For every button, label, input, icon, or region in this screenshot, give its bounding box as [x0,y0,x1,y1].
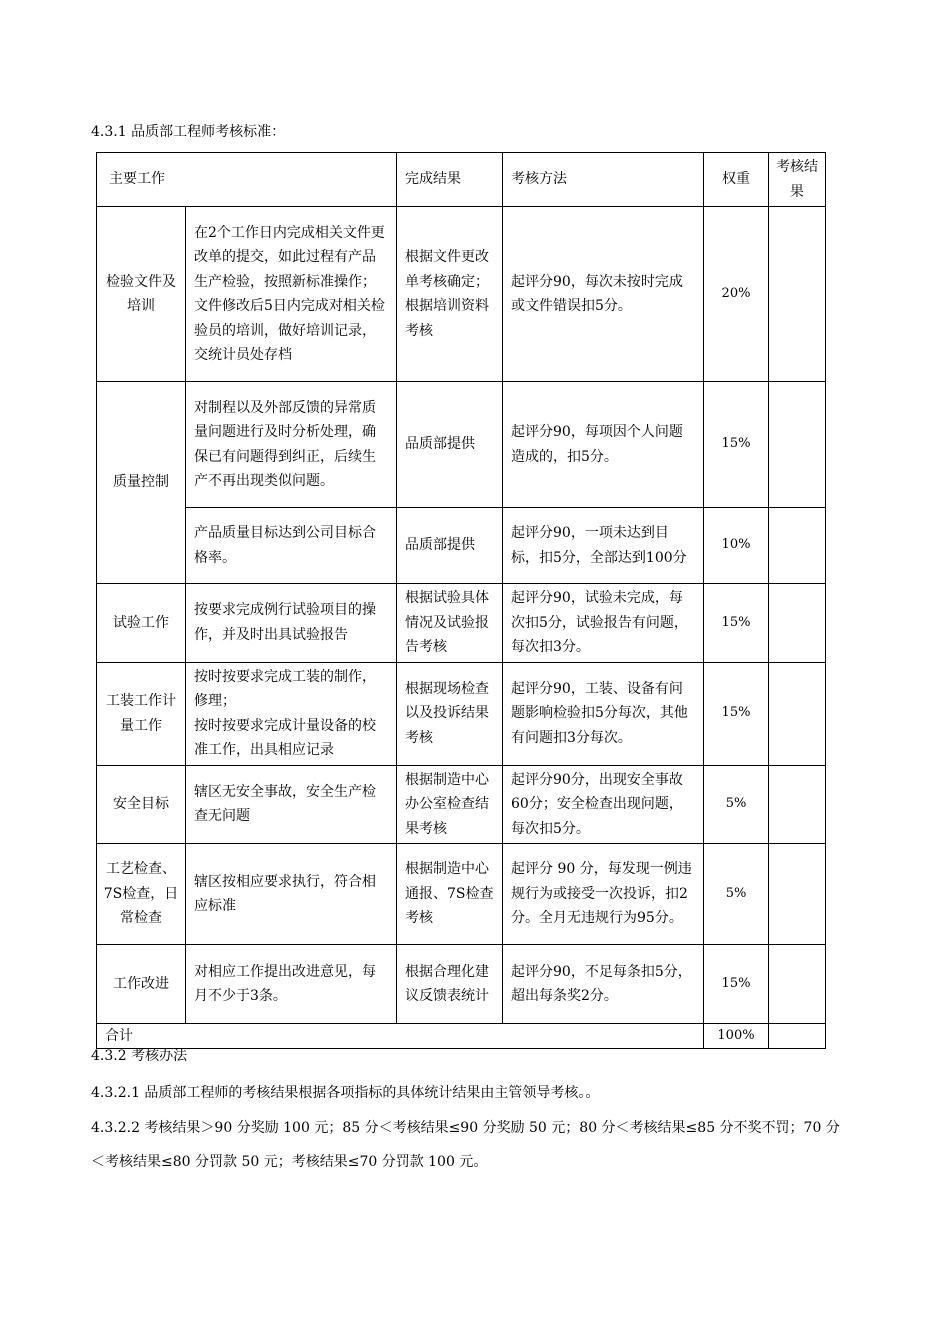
row-category: 工艺检查、7S检查，日常检查 [97,844,186,945]
header-assessment: 考核结果 [769,153,826,207]
rule-2: 4.3.2.2 考核结果＞90 分奖励 100 元；85 分＜考核结果≤90 分奖励 50 元；80 分＜考核结果≤85 分不奖不罚；70 分＜考核结果≤80 分罚款 50 元；考核结果≤70 分罚款 100 元。 [91,1120,840,1170]
row-result: 根据试验具体情况及试验报告考核 [397,584,503,663]
row-result: 根据现场检查以及投诉结果考核 [397,662,503,765]
assessment-standard-table [96,152,826,1049]
row-assessment [769,662,826,765]
row-result: 根据合理化建议反馈表统计 [397,945,503,1024]
row-result: 根据制造中心通报、7S检查考核 [397,844,503,945]
row-weight: 15% [704,945,769,1024]
row-method: 起评分 90 分，每发现一例违规行为或接受一次投诉，扣2分。全月无违规行为95分。 [503,844,704,945]
row-assessment [769,765,826,844]
row-method: 起评分90，试验未完成，每次扣5分，试验报告有问题，每次扣3分。 [503,584,704,663]
row-weight: 15% [704,584,769,663]
table-row [97,945,826,1024]
row-content: 辖区无安全事故，安全生产检查无问题 [186,765,397,844]
table-row [97,662,826,765]
row-category: 试验工作 [97,584,186,663]
row-weight: 15% [704,382,769,508]
table-row [97,584,826,663]
row-weight: 20% [704,207,769,382]
row-content: 对制程以及外部反馈的异常质量问题进行及时分析处理，确保已有问题得到纠正，后续生产不再出现类似问题。 [186,382,397,508]
table-row [97,844,826,945]
section-title: 4.3.1 品质部工程师考核标准： [91,124,286,140]
row-assessment [769,207,826,382]
row-result: 品质部提供 [397,508,503,584]
header-result: 完成结果 [397,153,503,207]
table-total-row [97,1024,826,1049]
total-assessment [769,1024,826,1049]
table-row [97,765,826,844]
row-assessment [769,382,826,508]
row-result: 根据文件更改单考核确定； 根据培训资料考核 [397,207,503,382]
row-assessment [769,508,826,584]
table-row [97,382,826,508]
row-content: 按要求完成例行试验项目的操作，并及时出具试验报告 [186,584,397,663]
row-assessment [769,945,826,1024]
row-content: 辖区按相应要求执行，符合相应标准 [186,844,397,945]
row-result: 品质部提供 [397,382,503,508]
header-main-work: 主要工作 [97,153,397,207]
row-category: 安全目标 [97,765,186,844]
header-weight: 权重 [704,153,769,207]
row-method: 起评分90，每项因个人问题造成的，扣5分。 [503,382,704,508]
row-weight: 10% [704,508,769,584]
row-method: 起评分90，不足每条扣5分，超出每条奖2分。 [503,945,704,1024]
table-row [97,207,826,382]
table-header-row [97,153,826,207]
row-method: 起评分90，每次未按时完成或文件错误扣5分。 [503,207,704,382]
row-category: 工作改进 [97,945,186,1024]
header-method: 考核方法 [503,153,704,207]
row-content: 在2个工作日内完成相关文件更改单的提交，如此过程有产品生产检验，按照新标准操作； 文件修改后5日内完成对相关检验员的培训，做好培训记录，交统计员处存档 [186,207,397,382]
row-assessment [769,584,826,663]
row-content: 产品质量目标达到公司目标合格率。 [186,508,397,584]
table-row [97,508,826,584]
row-content: 按时按要求完成工装的制作，修理； 按时按要求完成计量设备的校准工作，出具相应记录 [186,662,397,765]
row-method: 起评分90，工装、设备有问题影响检验扣5分每次，其他有问题扣3分每次。 [503,662,704,765]
row-method: 起评分90分，出现安全事故60分；安全检查出现问题，每次扣5分。 [503,765,704,844]
rule-1: 4.3.2.1 品质部工程师的考核结果根据各项指标的具体统计结果由主管领导考核。。 [91,1085,600,1101]
row-category: 工装工作计量工作 [97,662,186,765]
row-content: 对相应工作提出改进意见，每月不少于3条。 [186,945,397,1024]
row-category: 质量控制 [97,382,186,584]
row-weight: 5% [704,765,769,844]
row-weight: 5% [704,844,769,945]
total-weight: 100% [704,1024,769,1049]
row-method: 起评分90，一项未达到目标，扣5分，全部达到100分 [503,508,704,584]
total-label: 合计 [97,1024,704,1049]
row-assessment [769,844,826,945]
row-result: 根据制造中心办公室检查结果考核 [397,765,503,844]
row-weight: 15% [704,662,769,765]
row-category: 检验文件及培训 [97,207,186,382]
method-heading: 4.3.2 考核办法 [91,1048,188,1064]
